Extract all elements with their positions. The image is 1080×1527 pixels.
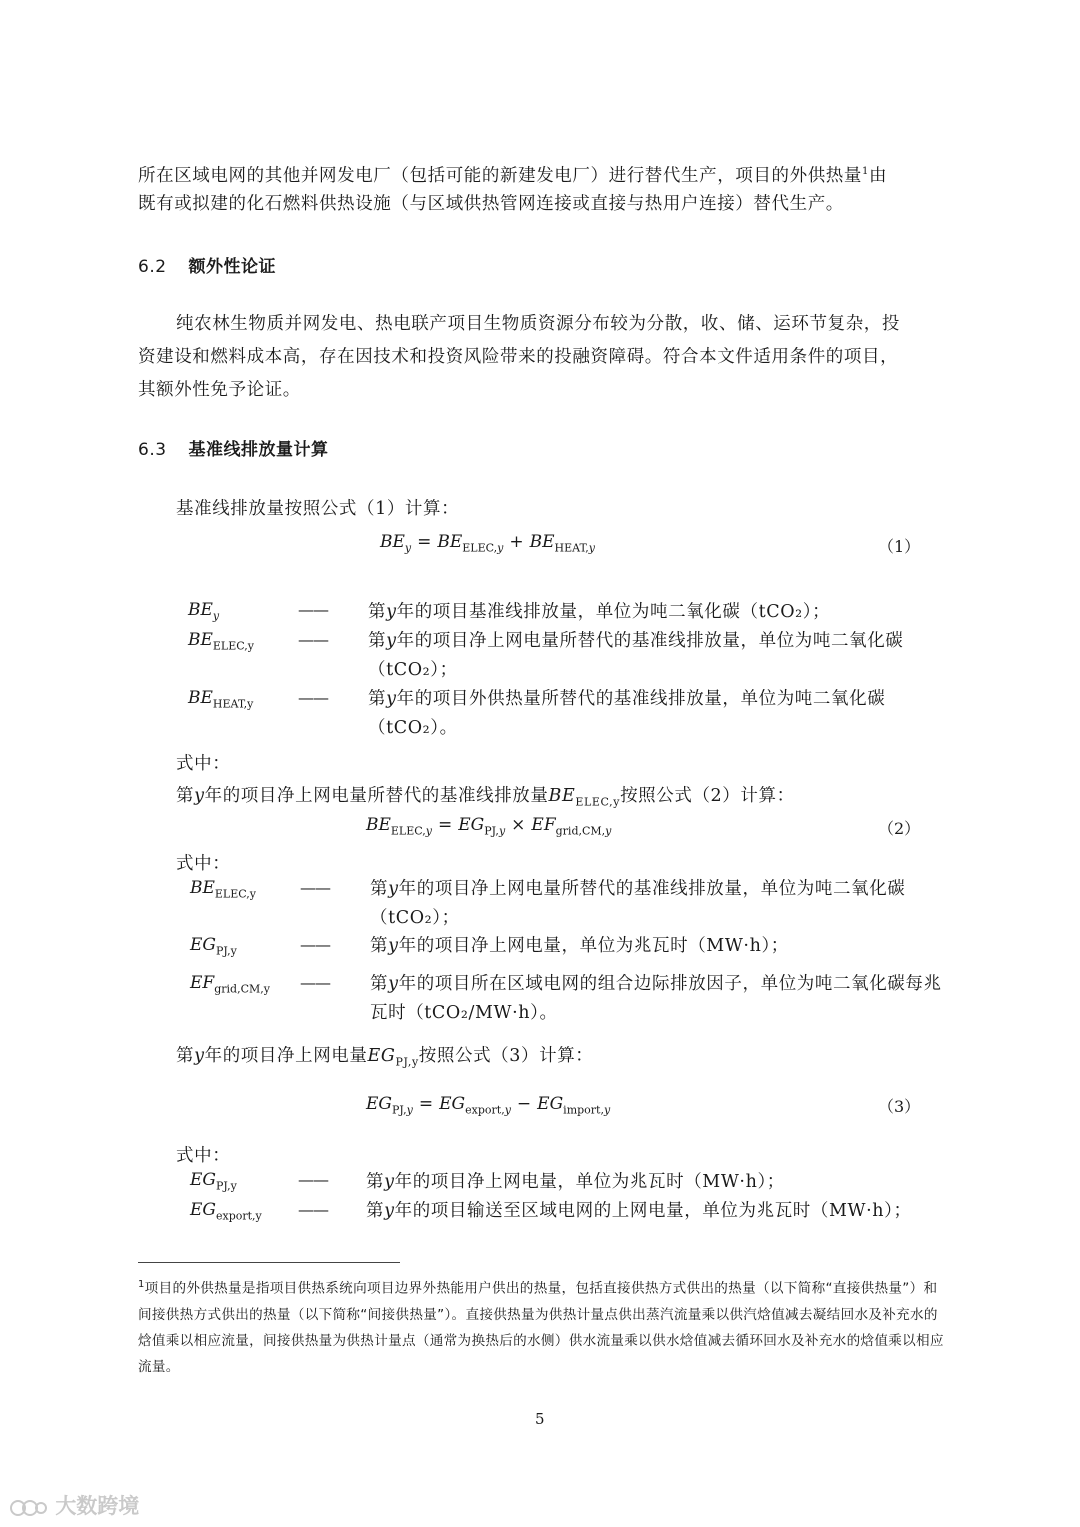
watermark-logo-icon xyxy=(8,1496,48,1518)
para-6-2-line-2: 资建设和燃料成本高，存在因技术和投资风险带来的投融资障碍。符合本文件适用条件的项目， xyxy=(138,347,899,367)
para-6-2-line-1: 纯农林生物质并网发电、热电联产项目生物质资源分布较为分散，收、储、运环节复杂，投 xyxy=(176,314,900,334)
equation-2: $BE_{ELEC,y} = EG_{PJ,y} \times EF_{grid,CM,y}$ xyxy=(366,815,612,838)
def1-symbol-2: $BE_{ELEC,y}$ xyxy=(188,630,255,653)
footnote: $^1$项目的外供热量是指项目供热系统向项目边界外热能用户供出的热量，包括直接供热方式供出的热量（以下简称“直接供热量”）和间接供热方式供出的热量（以下简称“间接供热量”）。直接供热量为供热计量点供出蒸汽流量乘以供汽焓值减去凝结回水及补充水的焓值乘以相应流量，间接供热量为供热计量点（通常为换热后的水侧）供水流量乘以供水焓值减去循环回水及补充水的焓值乘以相应流量。 xyxy=(138,1279,944,1375)
watermark-text: 大数跨境 xyxy=(55,1494,140,1518)
def3-symbol-1: $EG_{PJ,y}$ xyxy=(190,1170,237,1193)
def2-symbol-2: $EG_{PJ,y}$ xyxy=(190,935,237,958)
equation-1-number: （1） xyxy=(878,537,921,556)
where-label-1: 式中： xyxy=(176,754,231,774)
footnote-separator xyxy=(138,1262,400,1263)
formula-1-intro: 基准线排放量按照公式（1）计算： xyxy=(176,499,460,519)
equation-3-number: （3） xyxy=(878,1097,921,1116)
def1-dash-1: —— xyxy=(298,600,328,619)
def2-dash-1: —— xyxy=(300,878,330,897)
intro-line-2: 既有或拟建的化石燃料供热设施（与区域供热管网连接或直接与热用户连接）替代生产。 xyxy=(138,194,844,214)
def3-symbol-2: $EG_{export,y}$ xyxy=(190,1200,262,1223)
watermark xyxy=(8,1490,139,1520)
def3-desc-1: 第y年的项目净上网电量，单位为兆瓦时（MW·h）； xyxy=(366,1172,785,1192)
def2-desc-3: 第y年的项目所在区域电网的组合边际排放因子，单位为吨二氧化碳每兆瓦时（tCO₂/MW·h）。 xyxy=(370,974,942,1023)
where-label-3: 式中： xyxy=(176,1146,231,1166)
def3-dash-2: —— xyxy=(298,1200,328,1219)
def1-symbol-3: $BE_{HEAT,y}$ xyxy=(188,688,254,711)
def2-dash-2: —— xyxy=(300,935,330,954)
para-6-2-line-3: 其额外性免予论证。 xyxy=(138,380,301,400)
intro-line-1: 所在区域电网的其他并网发电厂（包括可能的新建发电厂）进行替代生产，项目的外供热量$^1$由 xyxy=(138,165,888,186)
page-number: 5 xyxy=(535,1410,545,1428)
def2-dash-3: —— xyxy=(300,973,330,992)
def1-desc-3: 第y年的项目外供热量所替代的基准线排放量，单位为吨二氧化碳（tCO₂）。 xyxy=(368,689,886,738)
def1-desc-2: 第y年的项目净上网电量所替代的基准线排放量，单位为吨二氧化碳（tCO₂）； xyxy=(368,631,904,680)
def2-desc-1: 第y年的项目净上网电量所替代的基准线排放量，单位为吨二氧化碳（tCO₂）； xyxy=(370,879,906,928)
def1-dash-3: —— xyxy=(298,688,328,707)
def1-dash-2: —— xyxy=(298,630,328,649)
formula-2-intro: 第y年的项目净上网电量所替代的基准线排放量$BE_{ELEC,y}$按照公式（2）计算： xyxy=(176,786,795,809)
def1-desc-1: 第y年的项目基准线排放量，单位为吨二氧化碳（tCO₂）； xyxy=(368,602,831,622)
def3-desc-2: 第y年的项目输送至区域电网的上网电量，单位为兆瓦时（MW·h）； xyxy=(366,1201,912,1221)
equation-1: $BE_y = BE_{ELEC,y} + BE_{HEAT,y}$ xyxy=(380,532,595,555)
def2-desc-2: 第y年的项目净上网电量，单位为兆瓦时（MW·h）； xyxy=(370,936,789,956)
section-heading-6-2: 6.2 额外性论证 xyxy=(138,257,277,277)
equation-2-number: （2） xyxy=(878,819,921,838)
where-label-2: 式中： xyxy=(176,854,231,874)
def3-dash-1: —— xyxy=(298,1170,328,1189)
section-heading-6-3: 6.3 基准线排放量计算 xyxy=(138,440,329,460)
def1-symbol-1: $BE_y$ xyxy=(188,600,220,623)
def2-symbol-1: $BE_{ELEC,y}$ xyxy=(190,878,257,901)
def2-symbol-3: $EF_{grid,CM,y}$ xyxy=(190,973,270,996)
formula-3-intro: 第y年的项目净上网电量$EG_{PJ,y}$按照公式（3）计算： xyxy=(176,1046,594,1069)
footnote-ref[interactable]: 1 xyxy=(862,166,869,177)
equation-3: $EG_{PJ,y} = EG_{export,y} - EG_{import,y}$ xyxy=(366,1094,611,1117)
